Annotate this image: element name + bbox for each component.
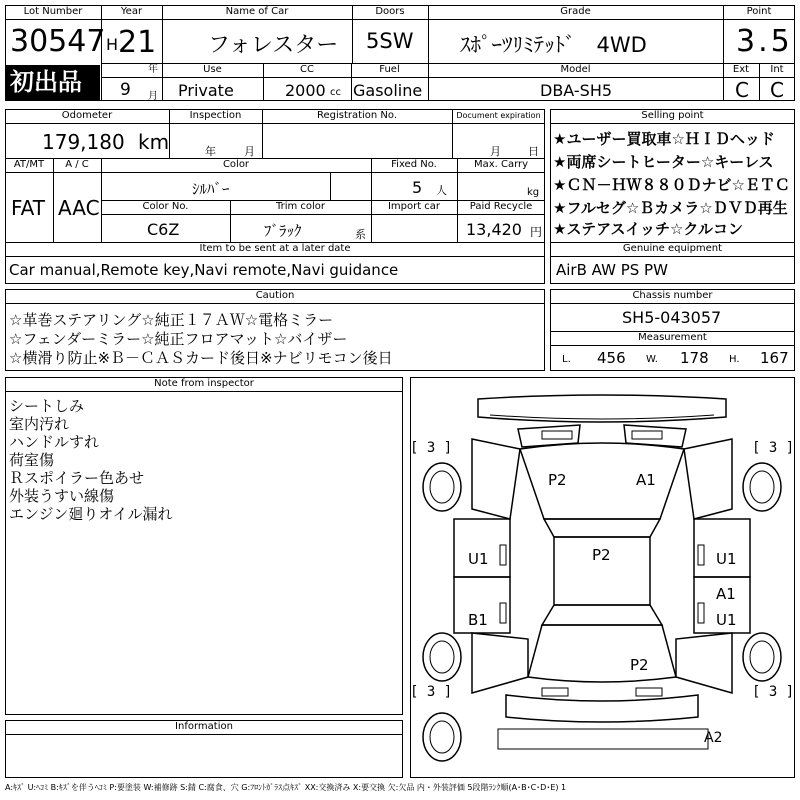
- tire-front-left: [ 3 ]: [410, 440, 453, 456]
- measurement-label: Measurement: [638, 332, 707, 343]
- max-carry-label: Max. Carry: [473, 159, 529, 170]
- fixed-no-value: 5: [412, 178, 423, 197]
- length-value: 456: [597, 349, 626, 367]
- doc-expiration-label: Document expiration: [456, 111, 541, 120]
- mark-rear-bumper: A2: [704, 730, 723, 746]
- width-value: 178: [680, 349, 709, 367]
- mark-rear-door-right-a: A1: [716, 585, 736, 603]
- ext-label: Ext: [732, 64, 750, 75]
- inspection-label: Inspection: [189, 110, 242, 121]
- fuel-label: Fuel: [379, 64, 400, 75]
- car-name: フォレスター: [208, 33, 339, 58]
- first-listing-text: 初出品: [10, 68, 82, 96]
- atmt-label: AT/MT: [13, 159, 45, 170]
- inspector-line: エンジン廻りオイル漏れ: [9, 505, 173, 523]
- inspection-year-unit: 年: [205, 145, 216, 158]
- color-no-value: C6Z: [147, 220, 180, 239]
- selling-point-label: Selling point: [641, 110, 704, 121]
- inspector-line: 室内汚れ: [9, 415, 70, 433]
- fixed-no-label: Fixed No.: [391, 159, 437, 170]
- width-label: W.: [646, 354, 658, 365]
- lot-number: 30547: [10, 24, 106, 59]
- use-label: Use: [203, 64, 222, 75]
- model-value: DBA-SH5: [540, 81, 613, 100]
- mark-hood-right: A1: [636, 471, 656, 489]
- grade-value: ｽﾎﾟｰﾂﾘﾐﾃｯﾄﾞ 4WD: [460, 33, 647, 57]
- year-label: Year: [120, 6, 143, 17]
- month-value: 9: [120, 80, 131, 100]
- trim-color-unit: 系: [355, 228, 366, 241]
- tire-front-right: [ 3 ]: [752, 440, 795, 456]
- caution-line: ☆横滑り防止※Ｂ－ＣＡＳカード後日※ナビリモコン後日: [9, 349, 393, 367]
- doors-label: Doors: [375, 6, 405, 17]
- inspector-label: Note from inspector: [154, 378, 254, 389]
- information-label: Information: [175, 721, 233, 732]
- chassis-label: Chassis number: [632, 290, 713, 301]
- tire-rear-right: [ 3 ]: [752, 684, 795, 700]
- cc-unit: cc: [330, 87, 341, 98]
- model-label: Model: [560, 64, 591, 75]
- genuine-value: AirB AW PS PW: [556, 261, 668, 279]
- point-label: Point: [746, 6, 772, 17]
- mark-hood-left: P2: [548, 471, 567, 489]
- mark-front-door-left: U1: [468, 550, 489, 568]
- length-label: L.: [562, 354, 571, 365]
- inspector-line: 荷室傷: [9, 451, 55, 469]
- color-no-label: Color No.: [142, 201, 189, 212]
- chassis-value: SH5-043057: [622, 308, 722, 327]
- ac-value: AAC: [58, 196, 100, 220]
- int-value: C: [770, 78, 784, 102]
- caution-label: Caution: [255, 290, 295, 301]
- paid-recycle-value: 13,420: [466, 220, 522, 239]
- odometer-label: Odometer: [61, 110, 113, 121]
- height-label: H.: [729, 354, 740, 365]
- selling-point-line: ★フルセグ☆Ｂカメラ☆ＤＶＤ再生: [553, 199, 788, 217]
- use-value: Private: [178, 81, 234, 100]
- inspector-line: Ｒスポイラー色あせ: [9, 469, 145, 487]
- ext-value: C: [735, 78, 749, 102]
- name-label: Name of Car: [225, 6, 289, 17]
- caution-line: ☆フェンダーミラー☆純正フロアマット☆バイザー: [9, 330, 348, 348]
- paid-recycle-unit: 円: [530, 225, 543, 239]
- height-value: 167: [760, 349, 789, 367]
- mark-rear-door-right-b: U1: [716, 611, 737, 629]
- mark-trunk: P2: [630, 656, 649, 674]
- lot-number-label: Lot Number: [23, 6, 83, 17]
- caution-line: ☆革巻ステアリング☆純正１７ＡＷ☆電格ミラー: [9, 311, 334, 329]
- max-carry-unit: kg: [527, 187, 540, 198]
- tire-rear-left: [ 3 ]: [410, 684, 453, 700]
- doc-day-unit: 日: [528, 145, 539, 158]
- mark-roof: P2: [592, 546, 611, 564]
- inspector-line: 外装うすい線傷: [9, 487, 115, 505]
- selling-point-line: ★ＣＮ－ＨＷ８８０Ｄナビ☆ＥＴＣ: [553, 176, 790, 194]
- doors-value: 5SW: [366, 29, 414, 53]
- mark-front-door-right: U1: [716, 550, 737, 568]
- odometer-unit: km: [138, 130, 170, 154]
- selling-point-line: ★ユーザー買取車☆ＨＩＤヘッド: [553, 130, 775, 148]
- paid-recycle-label: Paid Recycle: [469, 201, 533, 212]
- selling-point-line: ★ステアスイッチ☆クルコン: [553, 220, 743, 238]
- selling-point-line: ★両席シートヒーター☆キーレス: [553, 153, 774, 171]
- year-era: H: [106, 35, 119, 54]
- inspector-line: ハンドルすれ: [9, 433, 100, 451]
- year-unit: 年: [148, 64, 158, 75]
- month-unit: 月: [148, 91, 158, 102]
- trim-color-label: Trim color: [275, 201, 326, 212]
- color-value: ｼﾙﾊﾞｰ: [192, 180, 230, 198]
- point-value: 3.5: [736, 24, 793, 59]
- cc-label: CC: [300, 64, 314, 75]
- color-label: Color: [222, 159, 250, 170]
- grade-label: Grade: [560, 6, 591, 17]
- odometer-value: 179,180: [42, 130, 125, 154]
- cc-value: 2000: [285, 81, 326, 100]
- inspector-line: シートしみ: [9, 397, 85, 415]
- later-items: Car manual,Remote key,Navi remote,Navi guidance: [9, 261, 399, 279]
- genuine-label: Genuine equipment: [622, 243, 723, 254]
- later-label: Item to be sent at a later date: [199, 243, 351, 254]
- fuel-value: Gasoline: [353, 81, 423, 100]
- legend: A:ｷｽﾞ U:ﾍｺﾐ B:ｷｽﾞを伴うﾍｺﾐ P:要塗装 W:補修跡 S:錆 C:腐食、穴 G:ﾌﾛﾝﾄｶﾞﾗｽ点ｷｽﾞ XX:交換済み X:要交換 欠:欠品 内・外装評価 5段階ﾗﾝｸ順(A･B･C･D･E) 1: [5, 783, 567, 792]
- inspection-month-unit: 月: [244, 145, 255, 158]
- import-car-label: Import car: [387, 201, 441, 212]
- mark-rear-door-left: B1: [468, 611, 488, 629]
- atmt-value: FAT: [11, 196, 46, 220]
- doc-month-unit: 月: [490, 145, 501, 158]
- ac-label: A / C: [65, 159, 89, 170]
- registration-label: Registration No.: [316, 110, 398, 121]
- year-value: 21: [118, 25, 157, 60]
- trim-color-value: ﾌﾞﾗｯｸ: [264, 222, 302, 240]
- car-diagram: [410, 377, 795, 778]
- int-label: Int: [770, 64, 784, 75]
- fixed-no-unit: 人: [436, 184, 447, 197]
